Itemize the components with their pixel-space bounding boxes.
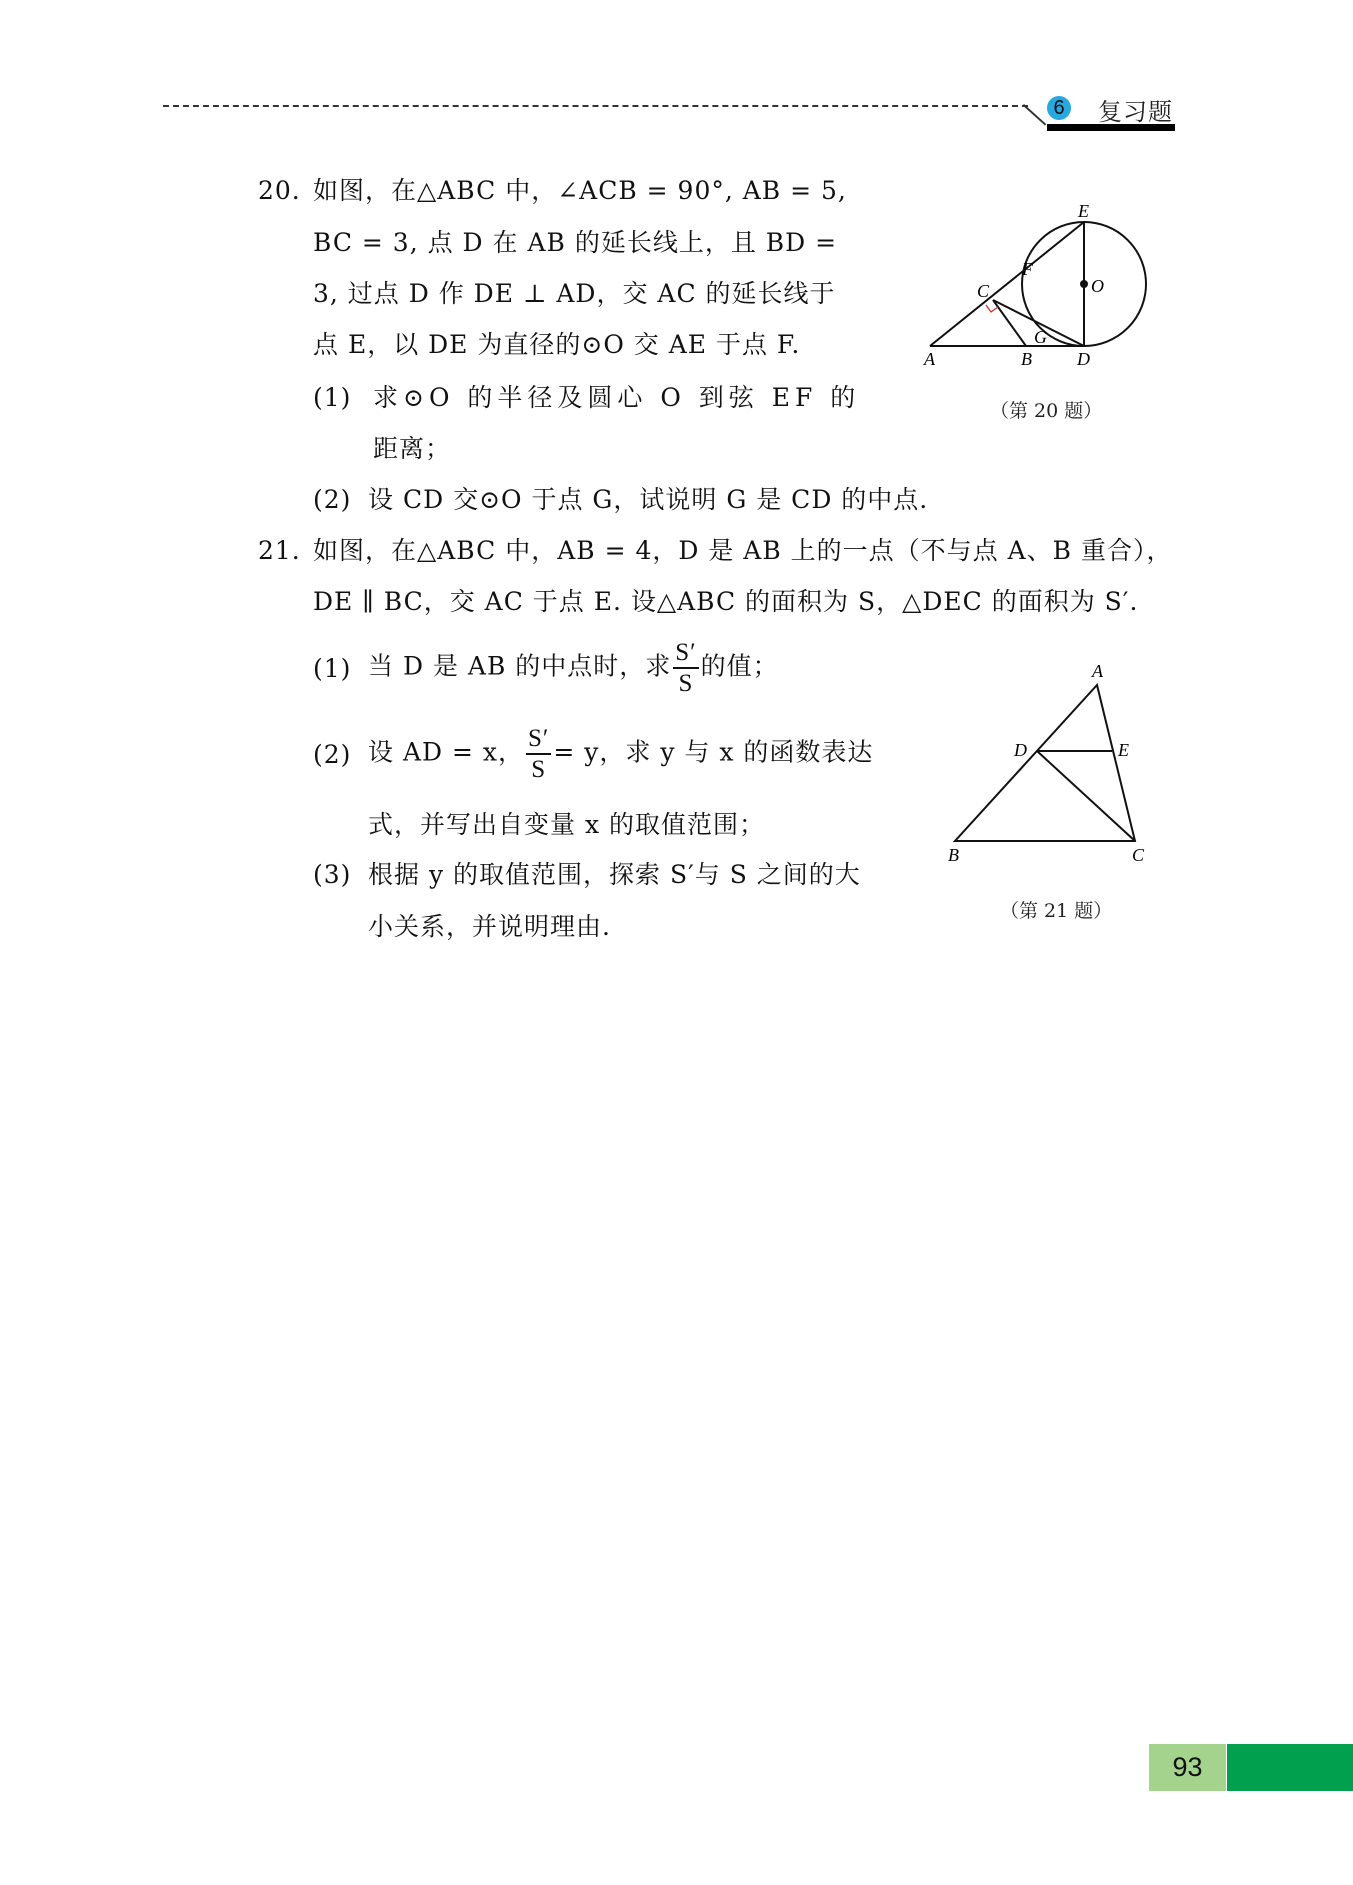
problem-text-line: BC = 3, 点 D 在 AB 的延长线上，且 BD =	[313, 228, 838, 257]
label-A: A	[924, 349, 935, 369]
problem-text-line: DE ∥ BC，交 AC 于点 E. 设△ABC 的面积为 S，△DEC 的面积为 S′.	[313, 587, 1139, 616]
problem-number: 20.	[258, 176, 301, 205]
page-number: 93	[1172, 1752, 1203, 1782]
part-text-cont: 式，并写出自变量 x 的取值范围；	[368, 810, 765, 839]
part-text: 当 D 是 AB 的中点时，求 $\frac{S'}{S}$ 的值；	[368, 639, 779, 697]
problem-text-line: 如图，在△ABC 中，AB = 4，D 是 AB 上的一点（不与点 A、B 重合），	[313, 536, 1173, 565]
part-text: 根据 y 的取值范围，探索 S′与 S 之间的大	[368, 860, 861, 889]
label-O: O	[1091, 276, 1104, 296]
label-G: G	[1034, 327, 1047, 347]
label-C: C	[1132, 845, 1145, 865]
part-text-cont: 小关系，并说明理由.	[368, 912, 611, 941]
part-text-cont: 距离；	[373, 434, 452, 463]
header-dashed-rule	[163, 105, 1028, 107]
part-label: (1)	[313, 383, 352, 412]
problem-text-line: 如图，在△ABC 中，∠ACB = 90°, AB = 5,	[313, 176, 847, 205]
header-slant-rule	[1023, 104, 1047, 126]
part-text: 设 AD = x， $\frac{S'}{S}$ = y，求 y 与 x 的函数表达	[368, 725, 874, 783]
problem-text-line: 3, 过点 D 作 DE ⊥ AD，交 AC 的延长线于	[313, 279, 836, 308]
part-label: (2)	[313, 485, 352, 514]
label-A: A	[1092, 661, 1103, 681]
chapter-number-badge: 6	[1047, 96, 1071, 120]
label-F: F	[1022, 259, 1033, 279]
part-label: (3)	[313, 860, 352, 889]
label-E: E	[1118, 740, 1129, 760]
label-D: D	[1014, 740, 1027, 760]
chapter-title: 复习题	[1098, 98, 1173, 126]
figure-21-diagram	[940, 655, 1160, 875]
label-C: C	[977, 281, 990, 301]
label-B: B	[1021, 349, 1032, 369]
figure-21-caption: （第 21 题）	[1000, 900, 1113, 922]
part-label: (2)	[313, 740, 352, 769]
figure-20-diagram	[900, 195, 1180, 375]
problem-number: 21.	[258, 536, 301, 565]
part-text: 设 CD 交⊙O 于点 G，试说明 G 是 CD 的中点.	[368, 485, 929, 514]
part-text: 求⊙O 的半径及圆心 O 到弦 EF 的	[373, 383, 861, 412]
fraction: $\frac{S'}{S}$	[675, 639, 697, 697]
label-B: B	[948, 845, 959, 865]
label-D: D	[1077, 349, 1090, 369]
fraction: $\frac{S'}{S}$	[528, 725, 550, 783]
figure-20-caption: （第 20 题）	[990, 400, 1103, 422]
page-footer-bar	[1227, 1744, 1353, 1791]
label-E: E	[1078, 201, 1089, 221]
part-label: (1)	[313, 654, 352, 683]
problem-text-line: 点 E，以 DE 为直径的⊙O 交 AE 于点 F.	[313, 330, 801, 359]
